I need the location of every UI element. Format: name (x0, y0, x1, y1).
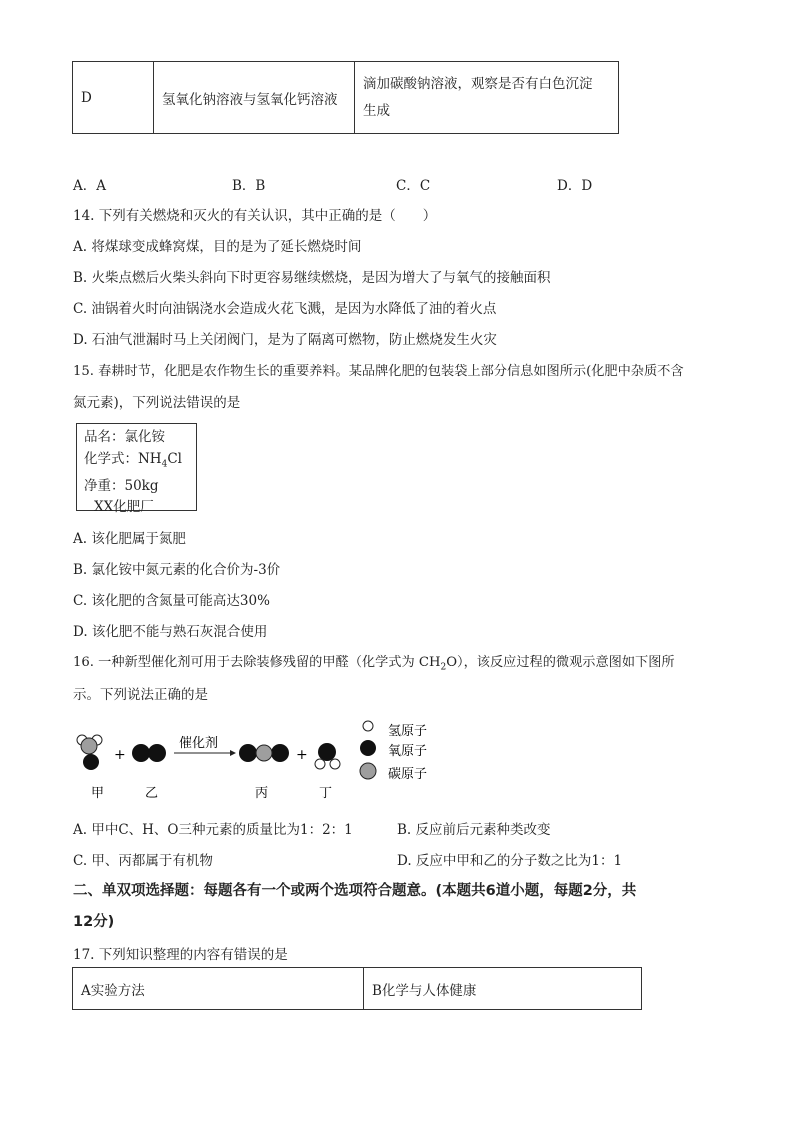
q14-option-c: C. 油锅着火时向油锅浇水会造成火花飞溅，是因为水降低了油的着火点 (73, 301, 497, 317)
molecule-jia (77, 735, 102, 770)
section-heading-line1: 二、单双项选择题：每题各有一个或两个选项符合题意。(本题共6道小题，每题2分，共 (73, 883, 637, 899)
name-bing: 丙 (255, 786, 269, 801)
legend-carbon-icon (360, 763, 376, 779)
plus-sign-2: + (296, 747, 308, 763)
q15-option-d: D. 该化肥不能与熟石灰混合使用 (73, 624, 268, 640)
q15-option-a: A. 该化肥属于氮肥 (73, 531, 186, 547)
q14-option-a: A. 将煤球变成蜂窝煤，目的是为了延长燃烧时间 (73, 239, 362, 255)
q15-option-c: C. 该化肥的含氮量可能高达30% (73, 593, 270, 609)
table-cell-method: 滴加碳酸钠溶液，观察是否有白色沉淀 生成 (355, 62, 619, 134)
reaction-arrow (174, 735, 236, 756)
q13-option-a: A．A (73, 178, 106, 194)
legend-oxygen-label: 氧原子 (388, 744, 428, 759)
q15-stem-line2: 氮元素)，下列说法错误的是 (73, 395, 241, 411)
q16-option-a: A. 甲中C、H、O三种元素的质量比为1：2：1 (73, 822, 353, 838)
label-net-weight: 净重：50kg (84, 477, 159, 494)
q13-option-b: B．B (232, 178, 266, 194)
q13-option-d: D．D (557, 178, 593, 194)
q16-option-c: C. 甲、丙都属于有机物 (73, 853, 213, 869)
label-product-name: 品名：氯化铵 (84, 429, 165, 445)
molecule-ding (315, 743, 340, 769)
reaction-diagram (0, 712, 794, 802)
q17-table (72, 967, 642, 1010)
name-jia: 甲 (91, 786, 105, 801)
q13-table (72, 61, 619, 134)
q17-cell-b: B化学与人体健康 (364, 968, 642, 1010)
section-heading-line2: 12分) (73, 914, 115, 930)
q14-option-d: D. 石油气泄漏时马上关闭阀门，是为了隔离可燃物，防止燃烧发生火灾 (73, 332, 497, 348)
molecule-yi (132, 744, 166, 762)
q14-stem: 14. 下列有关燃烧和灭火的有关认识，其中正确的是（ ） (73, 208, 437, 224)
q15-stem-line1: 15. 春耕时节，化肥是农作物生长的重要养料。某品牌化肥的包装袋上部分信息如图所示(化肥中杂质不含 (73, 364, 684, 379)
catalyst-label: 催化剂 (179, 736, 219, 751)
q17-stem: 17. 下列知识整理的内容有错误的是 (73, 947, 288, 963)
q16-option-b: B. 反应前后元素种类改变 (397, 822, 551, 838)
name-yi: 乙 (145, 786, 159, 801)
label-manufacturer: XX化肥厂 (94, 499, 154, 516)
table-cell-letter: D (73, 62, 154, 134)
q14-option-b: B. 火柴点燃后火柴头斜向下时更容易继续燃烧，是因为增大了与氧气的接触面积 (73, 270, 551, 286)
legend-hydrogen-icon (363, 721, 373, 731)
q15-option-b: B. 氯化铵中氮元素的化合价为-3价 (73, 562, 281, 578)
label-formula: 化学式：$NH_4Cl$ (84, 450, 182, 470)
legend-hydrogen-label: 氢原子 (388, 724, 428, 739)
plus-sign-1: + (114, 747, 126, 763)
q17-cell-a: A实验方法 (73, 968, 364, 1010)
molecule-bing (239, 744, 289, 762)
table-cell-substances: 氢氧化钠溶液与氢氧化钙溶液 (154, 62, 355, 134)
q13-option-c: C．C (396, 178, 431, 194)
fertilizer-label (76, 423, 197, 516)
q16-stem-line2: 示。下列说法正确的是 (73, 687, 208, 703)
q16-option-d: D. 反应中甲和乙的分子数之比为1：1 (397, 853, 623, 869)
legend-carbon-label: 碳原子 (388, 767, 428, 782)
name-ding: 丁 (319, 786, 333, 801)
q16-stem-line1: 16. 一种新型催化剂可用于去除装修残留的甲醛（化学式为 $CH_2O$），该反应过程的微观示意图如下图所 (73, 655, 675, 673)
legend (360, 721, 427, 782)
legend-oxygen-icon (360, 740, 376, 756)
